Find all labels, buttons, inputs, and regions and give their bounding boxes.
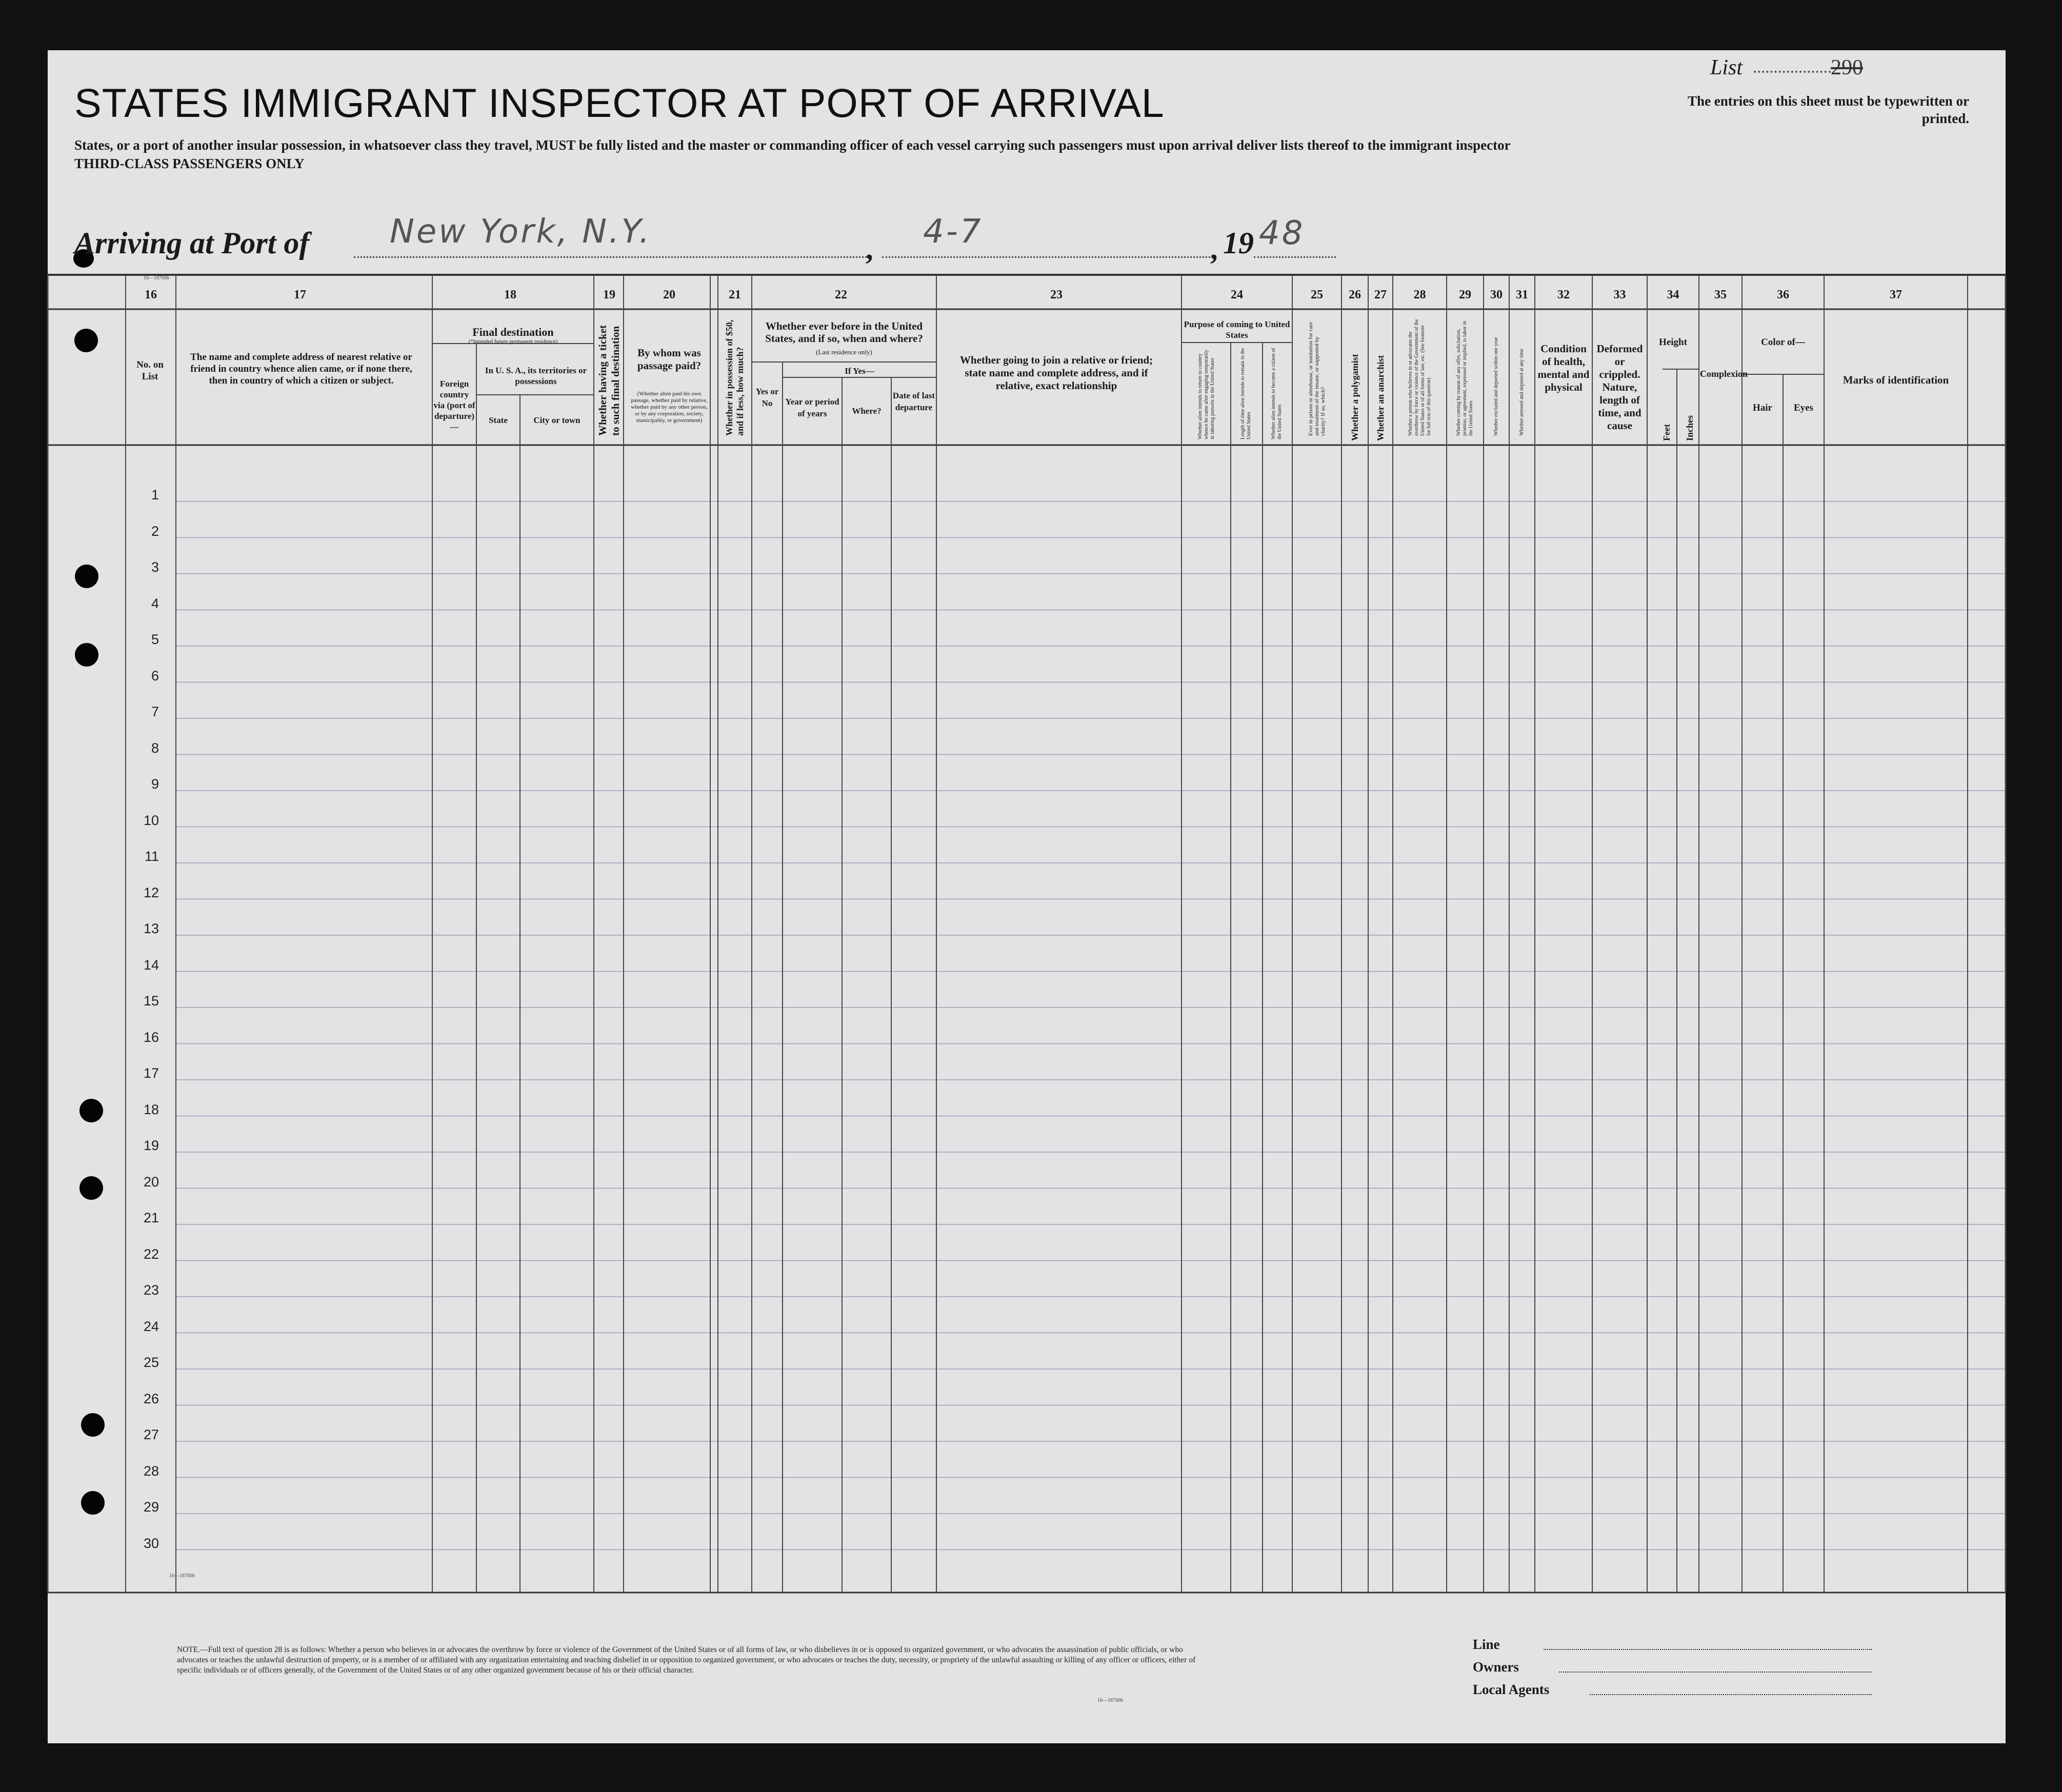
header-arrested xyxy=(1510,318,1534,441)
row-number: 7 xyxy=(151,704,159,719)
line-label: Line xyxy=(1473,1637,1500,1652)
row-number: 25 xyxy=(143,1355,159,1370)
header-anarchist-text: Whether an anarchist xyxy=(1375,355,1386,441)
header-eyes: Eyes xyxy=(1794,402,1813,413)
col-num-18: 18 xyxy=(504,288,516,301)
col-num-26: 26 xyxy=(1349,288,1361,301)
form-code-bottom: 16—18700b xyxy=(169,1573,195,1579)
footer-form-code: 16—18700b xyxy=(1097,1698,1123,1703)
row-number: 2 xyxy=(151,523,159,539)
row-number: 10 xyxy=(143,812,159,828)
col-num-23: 23 xyxy=(1050,288,1063,301)
header-period: Year or period of years xyxy=(785,397,839,418)
header-deformed: Deformed or crippled. Nature, length of time, and cause xyxy=(1596,343,1643,432)
row-number: 1 xyxy=(151,487,159,502)
form-code-top: 16—18700b xyxy=(144,275,169,281)
header-fifty-dollars xyxy=(718,318,752,441)
header-excluded xyxy=(1485,318,1508,441)
row-number: 20 xyxy=(143,1174,159,1190)
col-num-33: 33 xyxy=(1613,288,1626,301)
row-number: 26 xyxy=(143,1391,159,1406)
list-label: List xyxy=(1710,56,1743,79)
date-handwritten: 4-7 xyxy=(923,213,983,251)
header-ticket-text: Whether having a ticket to such final destination xyxy=(596,325,622,436)
row-number: 30 xyxy=(143,1535,159,1551)
entries-note: The entries on this sheet must be typewritten or printed. xyxy=(1688,93,1969,126)
row-number: 9 xyxy=(151,776,159,792)
row-number: 8 xyxy=(151,740,159,756)
header-in-usa: In U. S. A., its territories or possessions xyxy=(485,366,587,386)
header-inches xyxy=(1679,379,1700,441)
arriving-label: Arriving at Port of xyxy=(74,226,310,260)
row-number: 12 xyxy=(143,884,159,900)
page-title: STATES IMMIGRANT INSPECTOR AT PORT OF ARRIVAL xyxy=(74,80,1165,126)
row-number: 23 xyxy=(143,1282,159,1298)
header-state: State xyxy=(489,415,508,425)
header-final-destination: Final destination xyxy=(472,326,554,338)
col-num-29: 29 xyxy=(1459,288,1471,301)
list-number: 290 xyxy=(1831,56,1863,79)
row-number: 5 xyxy=(151,632,159,647)
col-num-19: 19 xyxy=(603,288,615,301)
col-num-25: 25 xyxy=(1311,288,1323,301)
header-prison-text: Ever in prison or almshouse, or institution for care and treatment of the insane, or supported by charity? If so, which? xyxy=(1308,321,1326,436)
header-purpose: Purpose of coming to United States xyxy=(1184,319,1290,340)
col-num-31: 31 xyxy=(1516,288,1528,301)
comma-1: , xyxy=(866,232,873,266)
col-num-16: 16 xyxy=(145,288,157,301)
col-num-35: 35 xyxy=(1714,288,1727,301)
header-city: City or town xyxy=(533,415,580,425)
header-overthrow-text: Whether a person who believes in or advocates the overthrow by force or violence of the Government of the United States or of all forms of law, etc. (See footnote for full text of this question) xyxy=(1407,319,1432,436)
owners-label: Owners xyxy=(1473,1659,1519,1675)
header-arrested-text: Whether arrested and deported at any time xyxy=(1519,349,1525,436)
header-feet-text: Feet xyxy=(1661,424,1672,441)
col-num-37: 37 xyxy=(1890,288,1902,301)
row-number: 18 xyxy=(143,1101,159,1117)
header-inches-text: Inches xyxy=(1684,415,1695,441)
header-complexion: Complexion xyxy=(1700,369,1748,379)
header-join-relative: Whether going to join a relative or friend; state name and complete address, and if relative, exact relationship xyxy=(959,354,1153,392)
col-num-32: 32 xyxy=(1557,288,1570,301)
local-agents-label: Local Agents xyxy=(1473,1682,1550,1697)
row-number: 15 xyxy=(143,993,159,1009)
row-number: 19 xyxy=(143,1138,159,1153)
header-feet xyxy=(1656,379,1677,441)
instructions-text: States, or a port of another insular possession, in whatsoever class they travel, MUST be fully listed and the master or commanding officer of each vessel carrying such passengers must upon arrival deliver lists thereof to the immigrant inspector xyxy=(74,137,1511,153)
col-num-21: 21 xyxy=(729,288,741,301)
header-prison xyxy=(1293,318,1340,441)
col-num-30: 30 xyxy=(1490,288,1503,301)
row-number: 21 xyxy=(143,1210,159,1225)
comma-2: , xyxy=(1210,232,1218,266)
header-passage-paid-sub: (Whether alien paid his own passage, whether paid by relative, whether paid by any other person, or by any corporation, society, municipality, or government) xyxy=(631,391,708,424)
row-number: 4 xyxy=(151,595,159,611)
header-labor-offer xyxy=(1448,318,1483,441)
owners-field xyxy=(1559,1672,1872,1673)
header-color-of: Color of— xyxy=(1761,337,1805,348)
header-date-departure: Date of last departure xyxy=(892,391,935,412)
header-purpose-b-text: Length of time alien intends to remain in the United States xyxy=(1240,348,1252,439)
row-number: 29 xyxy=(143,1499,159,1515)
col-num-20: 20 xyxy=(663,288,675,301)
row-number: 13 xyxy=(143,921,159,936)
header-anarchist xyxy=(1368,318,1393,441)
header-ever-before: Whether ever before in the United States, and if so, when and where? xyxy=(765,320,923,345)
col-num-27: 27 xyxy=(1374,288,1387,301)
col-num-17: 17 xyxy=(294,288,306,301)
footnote-question-28: NOTE.—Full text of question 28 is as follows: Whether a person who believes in or advocates the overthrow by force or violence of the Government of the United States or of all forms of law, or who disbelieves in or is opposed to organized government, or who advocates the assassination of public officials, or who advocates or teaches the unlawful destruction of property, or is a member of or affiliated with any organization entertaining and teaching disbelief in or opposition to organized government, or who advocates or teaches the duty, necessity, or propriety of the unlawful assaulting or killing of any officer or officers, either of specific individuals or of officers generally, of the Government of the United States or of any other organized government because of his or their official character. xyxy=(177,1645,1196,1675)
header-height: Height xyxy=(1659,337,1687,348)
row-number: 16 xyxy=(143,1029,159,1045)
header-purpose-b xyxy=(1231,345,1262,442)
row-number: 11 xyxy=(144,849,159,864)
header-purpose-c xyxy=(1263,345,1291,442)
row-number: 22 xyxy=(143,1246,159,1262)
header-labor-offer-text: Whether coming by reason of any offer, solicitation, promise, or agreement, expressed or implied, to labor in the United States xyxy=(1456,320,1474,436)
header-final-destination-sub: (*Intended future permanent residence) xyxy=(468,338,558,345)
header-overthrow xyxy=(1394,318,1446,441)
header-polygamist xyxy=(1342,318,1368,441)
header-excluded-text: Whether excluded and deported within one year xyxy=(1493,337,1499,436)
class-line: THIRD-CLASS PASSENGERS ONLY xyxy=(74,156,305,171)
header-polygamist-text: Whether a polygamist xyxy=(1349,354,1360,441)
year-prefix: 19 xyxy=(1223,226,1254,260)
line-field xyxy=(1544,1649,1872,1650)
header-fifty-dollars-text: Whether in possession of $50, and if less, how much? xyxy=(724,319,745,436)
row-number: 27 xyxy=(143,1427,159,1442)
header-purpose-a-text: Whether alien intends to return to country whence he came after engaging temporarily in laboring pursuits in the United States xyxy=(1197,349,1215,439)
header-last-residence: (Last residence only) xyxy=(816,348,872,356)
header-passage-paid: By whom was passage paid? xyxy=(637,347,702,372)
header-nearest-relative: The name and complete address of nearest relative or friend in country whence alien came, or if none there, then in country of which a citizen or subject. xyxy=(190,352,412,386)
header-where: Where? xyxy=(852,406,882,416)
header-hair: Hair xyxy=(1753,402,1772,413)
row-number: 17 xyxy=(143,1065,159,1081)
local-agents-field xyxy=(1590,1694,1872,1695)
header-if-yes: If Yes— xyxy=(845,366,874,376)
header-marks: Marks of identification xyxy=(1843,374,1949,386)
header-purpose-c-text: Whether alien intends to become a citizen of the United States xyxy=(1271,348,1283,439)
header-no-on-list: No. on List xyxy=(136,359,164,382)
col-num-28: 28 xyxy=(1413,288,1426,301)
row-number: 28 xyxy=(143,1463,159,1479)
row-number: 24 xyxy=(143,1318,159,1334)
col-num-34: 34 xyxy=(1667,288,1679,301)
col-num-22: 22 xyxy=(835,288,847,301)
port-handwritten: New York, N.Y. xyxy=(390,213,652,251)
header-yes-no: Yes or No xyxy=(755,387,779,408)
row-number: 6 xyxy=(151,668,159,683)
row-number: 14 xyxy=(143,957,159,973)
header-foreign-country: Foreign country via (port of departure)— xyxy=(433,379,475,432)
header-ticket xyxy=(595,318,623,441)
row-number: 3 xyxy=(151,559,159,575)
col-num-24: 24 xyxy=(1231,288,1243,301)
year-handwritten: 48 xyxy=(1259,214,1305,252)
header-purpose-a xyxy=(1184,345,1230,442)
col-num-36: 36 xyxy=(1777,288,1789,301)
header-health: Condition of health, mental and physical xyxy=(1537,343,1590,393)
